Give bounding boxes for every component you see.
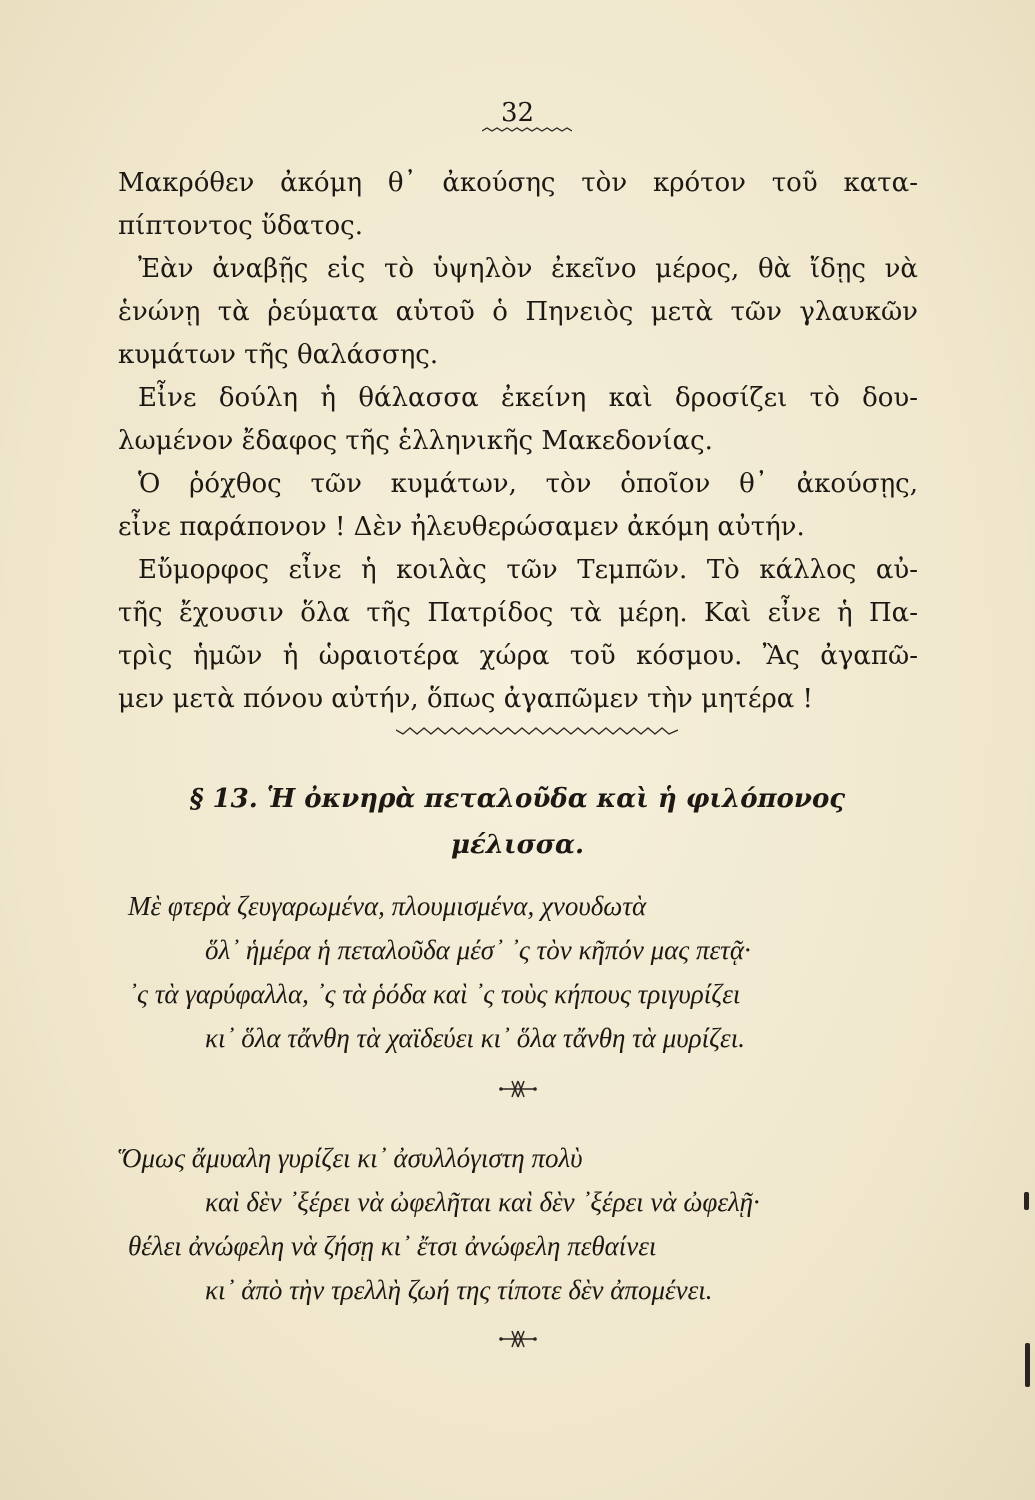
margin-ink-mark: [1024, 1192, 1029, 1210]
paragraph-line: τῆς ἔχουσιν ὅλα τῆς Πατρίδος τὰ μέρη. Καὶ εἶνε ἡ Πα-: [118, 598, 918, 628]
poem-verse: Ὅμως ἄμυαλη γυρίζει κι᾽ ἀσυλλόγιστη πολὺ: [118, 1143, 583, 1173]
paragraph-line: πίπτοντος ὕδατος.: [118, 211, 363, 241]
poem-verse: καὶ δὲν ᾽ξέρει νὰ ὠφελῆται καὶ δὲν ᾽ξέρει νὰ ὠφελῇ·: [205, 1187, 760, 1217]
paragraph-line: ἑνώνῃ τὰ ῥεύματα αὑτοῦ ὁ Πηνειὸς μετὰ τῶν γλαυκῶν: [118, 297, 918, 327]
section-heading-line: μέλισσα.: [450, 830, 585, 860]
poem-verse: ὅλ᾽ ἡμέρα ἡ πεταλοῦδα μέσ᾽ ᾽ς τὸν κῆπόν μας πετᾷ·: [205, 935, 751, 965]
ornament-fleuron: [498, 1328, 538, 1350]
paragraph-line: Ἐὰν ἀναβῇς εἰς τὸ ὑψηλὸν ἐκεῖνο μέρος, θὰ ἴδῃς νὰ: [138, 254, 918, 284]
poem-verse: θέλει ἀνώφελη νὰ ζήσῃ κι᾽ ἔτσι ἀνώφελη πεθαίνει: [128, 1231, 657, 1261]
paragraph-line: Μακρόθεν ἀκόμη θ᾽ ἀκούσης τὸν κρότον τοῦ κατα-: [118, 168, 918, 198]
paragraph-line: Εὔμορφος εἶνε ἡ κοιλὰς τῶν Τεμπῶν. Τὸ κάλλος αὐ-: [138, 555, 918, 585]
paragraph-line: λωμένον ἔδαφος τῆς ἑλληνικῆς Μακεδονίας.: [118, 426, 713, 456]
poem-verse: κι᾽ ὅλα τἄνθη τὰ χαϊδεύει κι᾽ ὅλα τἄνθη τὰ μυρίζει.: [205, 1023, 745, 1053]
poem-verse: Μὲ φτερὰ ζευγαρωμένα, πλουμισμένα, χνουδωτὰ: [128, 891, 647, 921]
paragraph-line: τρὶς ἡμῶν ἡ ὡραιοτέρα χώρα τοῦ κόσμου. Ἂς ἀγαπῶ-: [118, 641, 918, 671]
paragraph-line: Εἶνε δούλη ἡ θάλασσα ἐκείνη καὶ δροσίζει τὸ δου-: [138, 383, 918, 413]
poem-verse: κι᾽ ἀπὸ τὴν τρελλὴ ζωή της τίποτε δὲν ἀπομένει.: [205, 1275, 713, 1305]
poem-verse: ᾽ς τὰ γαρύφαλλα, ᾽ς τὰ ῥόδα καὶ ᾽ς τοὺς κήπους τριγυρίζει: [128, 979, 741, 1009]
page-number: 32: [500, 98, 535, 128]
paragraph-line: εἶνε παράπονον ! Δὲν ἠλευθερώσαμεν ἀκόμη αὐτήν.: [118, 512, 805, 542]
paragraph-line: μεν μετὰ πόνου αὐτήν, ὅπως ἀγαπῶμεν τὴν μητέρα !: [118, 684, 814, 714]
margin-ink-mark: [1025, 1343, 1030, 1387]
section-heading-line: § 13. Ἡ ὀκνηρὰ πεταλοῦδα καὶ ἡ φιλόπονος: [189, 784, 846, 814]
paragraph-line: κυμάτων τῆς θαλάσσης.: [118, 340, 439, 370]
paragraph-line: Ὁ ῥόχθος τῶν κυμάτων, τὸν ὁποῖον θ᾽ ἀκούσῃς,: [138, 469, 918, 499]
